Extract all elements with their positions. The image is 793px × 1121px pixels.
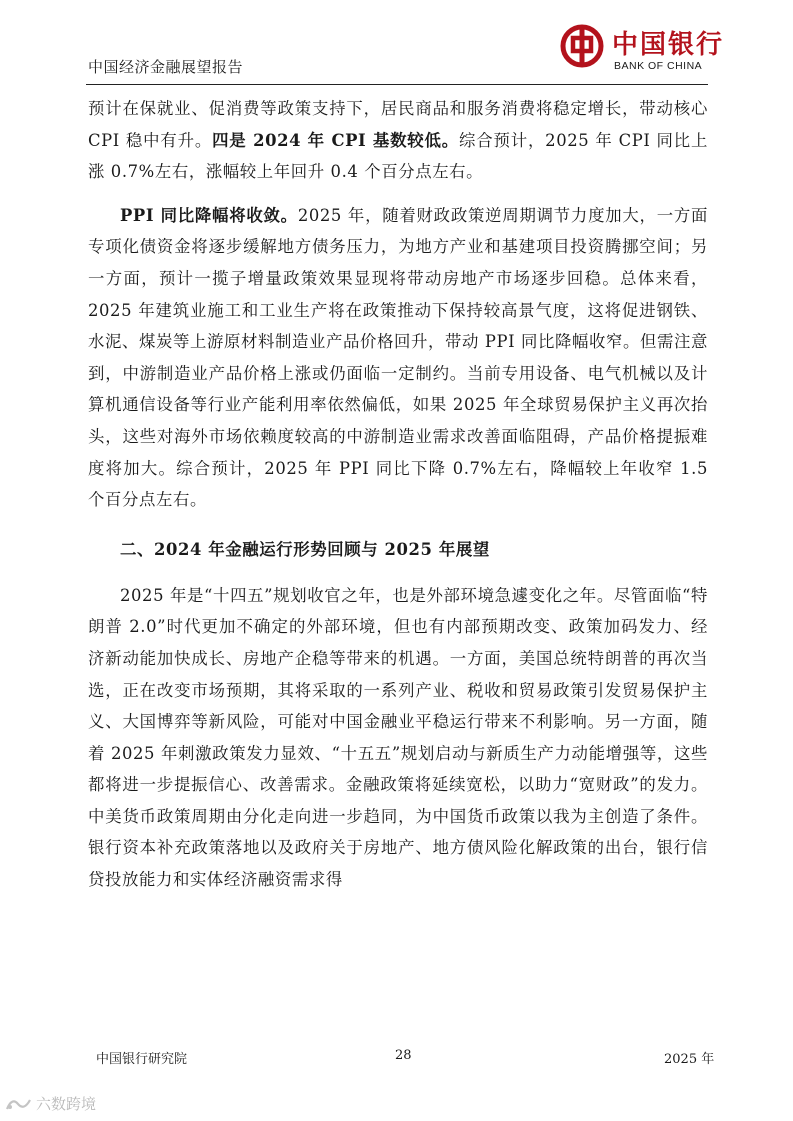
bold-point: 四是 2024 年 CPI 基数较低。 <box>212 130 460 150</box>
paragraph-ppi-outlook <box>88 200 708 516</box>
paragraph-text: 综合预计，2025 年 CPI 同比上涨 0.7%左右，涨幅较上年回升 0.4 个百分点左右。 <box>88 130 708 182</box>
logo-chinese-text: 中国银行 <box>612 30 725 60</box>
document-body <box>88 93 708 896</box>
paragraph-text: 2025 年是“十四五”规划收官之年，也是外部环境急遽变化之年。尽管面临“特朗普 2.0”时代更加不确定的外部环境，但也有内部预期改变、政策加码发力、经济新动能加快成长、房地产企稳等带来的机遇。一方面，美国总统特朗普的再次当选，正在改变市场预期，其将采取的一系列产业、税收和贸易政策引发贸易保护主义、大国博弈等新风险，可能对中国金融业平稳运行带来不利影响。另一方面，随着 2025 年刺激政策发力显效、“十五五”规划启动与新质生产力动能增强等，这些都将进一步提振信心、改善需求。金融政策将延续宽松，以助力“宽财政”的发力。中美货币政策周期由分化走向进一步趋同，为中国货币政策以我为主创造了条件。银行资本补充政策落地以及政府关于房地产、地方债风险化解政策的出台，银行信贷投放能力和实体经济融资需求得 <box>88 585 708 890</box>
paragraph-text: 预计在保就业、促消费等政策支持下，居民商品和服务消费将稳定增长，带动核心 CPI 稳中有升。 <box>88 99 708 150</box>
header-divider <box>86 84 708 85</box>
bank-of-china-logo-icon <box>560 24 604 68</box>
watermark-text: 六数跨境 <box>36 1096 97 1113</box>
watermark <box>4 1093 96 1114</box>
footer-year: 2025 年 <box>664 1052 715 1067</box>
report-title: 中国经济金融展望报告 <box>88 58 244 76</box>
logo-english-text: BANK OF CHINA <box>614 60 703 72</box>
section-heading: 二、2024 年金融运行形势回顾与 2025 年展望 <box>120 539 490 559</box>
paragraph-financial-outlook <box>88 580 708 896</box>
bank-logo <box>560 22 730 82</box>
paragraph-text: 2025 年，随着财政政策逆周期调节力度加大，一方面专项化债资金将逐步缓解地方债务压力，为地方产业和基建项目投资腾挪空间；另一方面，预计一揽子增量政策效果显现将带动房地产市场逐步回稳。总体来看，2025 年建筑业施工和工业生产将在政策推动下保持较高景气度，这将促进钢铁、水泥、煤炭等上游原材料制造业产品价格回升，带动 PPI 同比降幅收窄。但需注意到，中游制造业产品价格上涨或仍面临一定制约。当前专用设备、电气机械以及计算机通信设备等行业产能利用率依然偏低，如果 2025 年全球贸易保护主义再次抬头，这些对海外市场依赖度较高的中游制造业需求改善面临阻碍，产品价格提振难度将加大。综合预计，2025 年 PPI 同比下降 0.7%左右，降幅较上年收窄 1.5 个百分点左右。 <box>88 205 708 510</box>
bold-lead: PPI 同比降幅将收敛。 <box>120 205 298 225</box>
page-number: 28 <box>395 1048 412 1063</box>
watermark-logo-icon <box>4 1095 32 1113</box>
paragraph-cpi-outlook <box>88 93 708 188</box>
footer-organization: 中国银行研究院 <box>96 1052 188 1067</box>
